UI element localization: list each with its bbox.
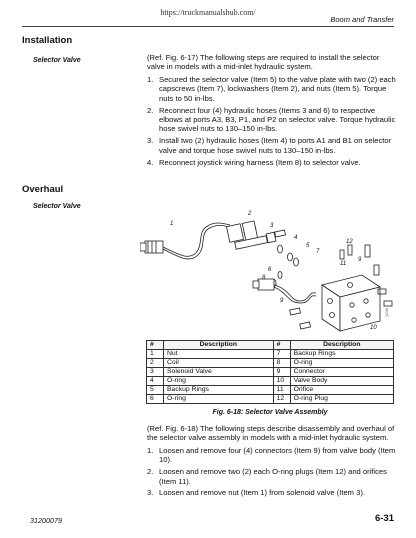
table-cell: 4 [147,377,164,386]
list-item: 3. Loosen and remove nut (Item 1) from solenoid valve (Item 3). [147,488,365,498]
callout-1: 1 [170,221,174,227]
selector-valve-diagram [140,205,396,337]
table-cell: O-ring [164,395,274,404]
page-number: 6-31 [374,513,394,524]
table-cell: Coil [164,359,274,368]
installation-body [147,53,397,169]
table-cell: 5 [147,386,164,395]
table-cell: 11 [273,386,290,395]
column-header: # [147,341,164,350]
callout-12: 12 [346,239,353,245]
valve-body-drawing [322,275,380,331]
table-cell: Solenoid Valve [164,368,274,377]
table-cell: Connector [290,368,393,377]
column-header: Description [164,341,274,350]
table-cell: Backup Rings [290,350,393,359]
installation-intro: (Ref. Fig. 6-17) The following steps are required to install the selector valve in models with a mid-inlet hydraulic system. [147,53,380,72]
table-cell: 1 [147,350,164,359]
table-cell: 3 [147,368,164,377]
table-cell: O-ring Plug [290,395,393,404]
table-cell: O-ring [164,377,274,386]
table-cell: Backup Rings [164,386,274,395]
overhaul-side-label: Selector Valve [33,203,81,210]
header-divider [22,26,394,27]
callout-9-right: 9 [358,257,362,263]
list-item: 4. Reconnect joystick wiring harness (Item 8) to selector valve. [147,157,361,167]
list-item: 1. Secured the selector valve (Item 5) to the valve plate with two (2) each capscrews (Item 7), lockwashers (Item 2), and nuts (Item 5). Torque nuts to 50 in-lbs. [147,74,396,103]
installation-side-label: Selector Valve [33,57,81,64]
table-row [147,395,394,404]
figure-caption: Fig. 6-18: Selector Valve Assembly [212,409,328,416]
table-cell: 7 [273,350,290,359]
callout-2: 2 [248,211,252,217]
parts-table-wrap [146,340,394,404]
table-cell: 12 [273,395,290,404]
section-title: Boom and Transfer [330,15,394,24]
table-header-row [147,341,394,350]
table-cell: O-ring [290,359,393,368]
table-cell: Orifice [290,386,393,395]
callout-4: 4 [294,235,298,241]
table-row [147,359,394,368]
table-cell: 6 [147,395,164,404]
installation-heading: Installation [22,35,73,46]
table-cell: 9 [273,368,290,377]
document-number: 31200079 [30,516,62,525]
list-item: 1. Loosen and remove four (4) connectors (Item 9) from valve body (Item 10). [147,445,396,465]
list-item: 3. Install two (2) hydraulic hoses (Item 4) to ports A1 and B1 on selector valve and torque hose swivel nuts to 130–150 in-lbs. [147,136,392,155]
column-header: # [273,341,290,350]
table-cell: 8 [273,359,290,368]
overhaul-steps [147,446,397,498]
table-cell: 10 [273,377,290,386]
table-cell: Nut [164,350,274,359]
callout-6: 6 [268,267,272,273]
connector-lower-drawing [253,279,316,303]
callout-8: 8 [262,275,266,281]
figure-code: ij1030 [385,307,389,317]
column-header: Description [290,341,393,350]
table-cell: Valve Body [290,377,393,386]
callout-9-left: 9 [280,298,284,304]
overhaul-body [147,424,397,500]
source-url: https://truckmanualshub.com/ [160,8,256,17]
table-cell: 2 [147,359,164,368]
installation-steps [147,75,397,167]
list-item: 2. Loosen and remove two (2) each O-ring plugs (Item 12) and orifices (Item 11). [147,467,387,486]
list-item: 2. Reconnect four (4) hydraulic hoses (Items 3 and 6) to respective elbows at ports A3, B3, P1, and P2 on selector valve. Torque hydraulic hose swivel nuts to 130–150 in-lbs. [147,105,396,134]
table-row [147,350,394,359]
connector-plug-drawing [140,241,163,253]
callout-3: 3 [270,223,274,229]
callout-10: 10 [370,325,377,331]
callout-5: 5 [306,243,310,249]
table-row [147,368,394,377]
callout-11: 11 [340,261,347,267]
table-row [147,377,394,386]
overhaul-intro: (Ref. Fig. 6-18) The following steps describe disassembly and overhaul of the selector valve assembly in models with a mid-inlet hydraulic system. [147,424,395,443]
parts-table [146,340,394,404]
overhaul-heading: Overhaul [22,184,64,195]
table-row [147,386,394,395]
callout-7: 7 [316,249,320,255]
